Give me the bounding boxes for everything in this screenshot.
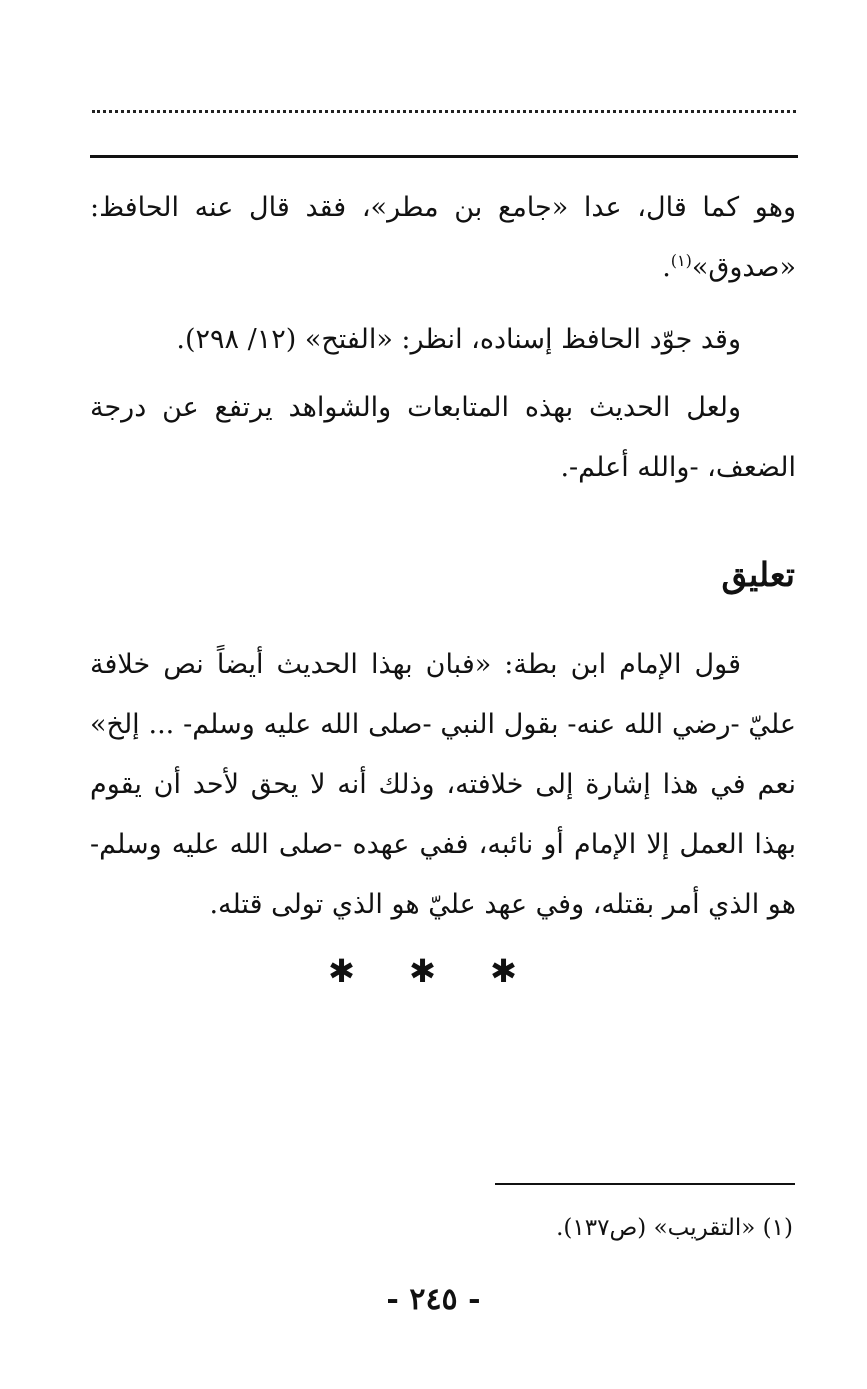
footnote-reference: (١) xyxy=(670,251,692,270)
paragraph-hadith-grading xyxy=(90,178,796,298)
paragraph-isnad: وقد جوّد الحافظ إسناده، انظر: «الفتح» (١٢/ ٢٩٨). xyxy=(176,324,741,355)
section-separator-asterisks: ✱ ✱ ✱ xyxy=(328,952,539,990)
section-heading: تعليق xyxy=(721,555,795,594)
paragraph-commentary: قول الإمام ابن بطة: «فبان بهذا الحديث أيضاً نص خلافة عليّ -رضي الله عنه- بقول النبي -صلى الله عليه وسلم- ... إلخ» نعم في هذا إشارة إلى خلافته، وذلك أنه لا يحق لأحد أن يقوم بهذا العمل إلا الإمام أو نائبه، ففي عهده -صلى الله عليه وسلم- هو الذي أمر بقتله، وفي عهد عليّ هو الذي تولى قتله. xyxy=(90,649,796,920)
top-rule xyxy=(90,155,798,158)
paragraph-hadith-grading-end: . xyxy=(662,252,671,283)
dotted-separator xyxy=(92,110,796,113)
paragraph-hadith-grading-text: وهو كما قال، عدا «جامع بن مطر»، فقد قال عنه الحافظ: «صدوق» xyxy=(90,192,796,283)
paragraph-conclusion: ولعل الحديث بهذه المتابعات والشواهد يرتفع عن درجة الضعف، -والله أعلم-. xyxy=(90,392,796,483)
page-number: - ٢٤٥ - xyxy=(386,1282,481,1317)
footnote: (١) «التقريب» (ص١٣٧). xyxy=(556,1215,793,1241)
footnote-rule xyxy=(495,1183,795,1185)
